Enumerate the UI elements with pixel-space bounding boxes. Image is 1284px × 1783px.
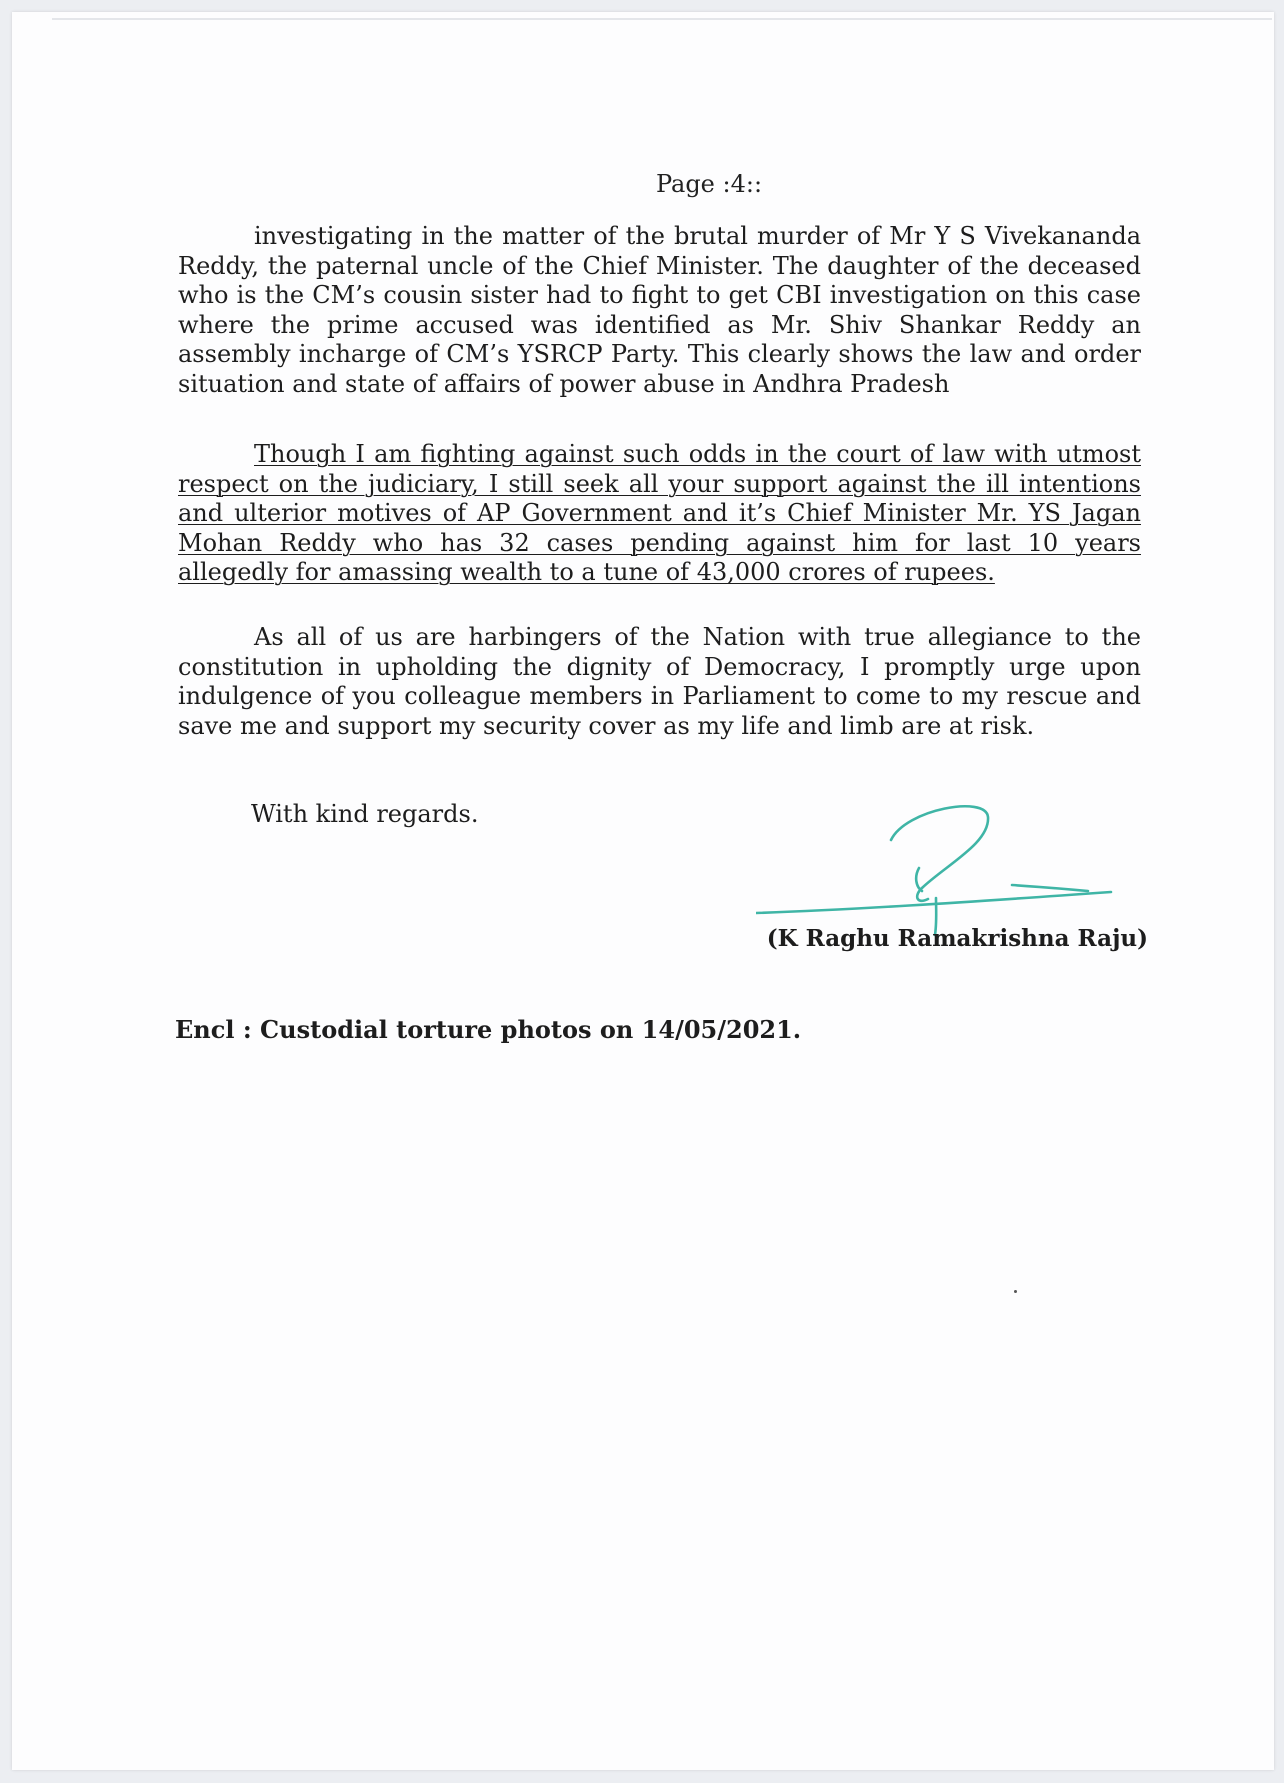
signatory-name: (K Raghu Ramakrishna Raju) [766,925,1148,952]
page-number: Page :4:: [655,170,763,198]
page-edge [52,18,1272,20]
closing-salutation: With kind regards. [251,800,479,828]
paragraph-investigation: investigating in the matter of the brutal murder of Mr Y S Vivekananda Reddy, the paternal uncle of the Chief Minister. The daughter of the deceased who is the CM’s cousin sister had to fight to get CBI investigation on this case where the prime accused was identified as Mr. Shiv Shankar Reddy an assembly incharge of CM’s YSRCP Party. This clearly shows the law and order situation and state of affairs of power abuse in Andhra Pradesh [178,222,1141,398]
paragraph-urge-rescue: As all of us are harbingers of the Nation with true allegiance to the constitution in upholding the dignity of Democracy, I promptly urge upon indulgence of you colleague members in Parliament to come to my rescue and save me and support my security cover as my life and limb are at risk. [178,623,1141,740]
paragraph-support-request: Though I am fighting against such odds in the court of law with utmost respect on the judiciary, I still seek all your support against the ill intentions and ulterior motives of AP Government and it’s Chief Minister Mr. YS Jagan Mohan Reddy who has 32 cases pending against him for last 10 years allegedly for amassing wealth to a tune of 43,000 crores of rupees. [178,440,1141,586]
enclosure-note: Encl : Custodial torture photos on 14/05/2021. [175,1015,802,1044]
scan-speck [1014,1290,1017,1293]
